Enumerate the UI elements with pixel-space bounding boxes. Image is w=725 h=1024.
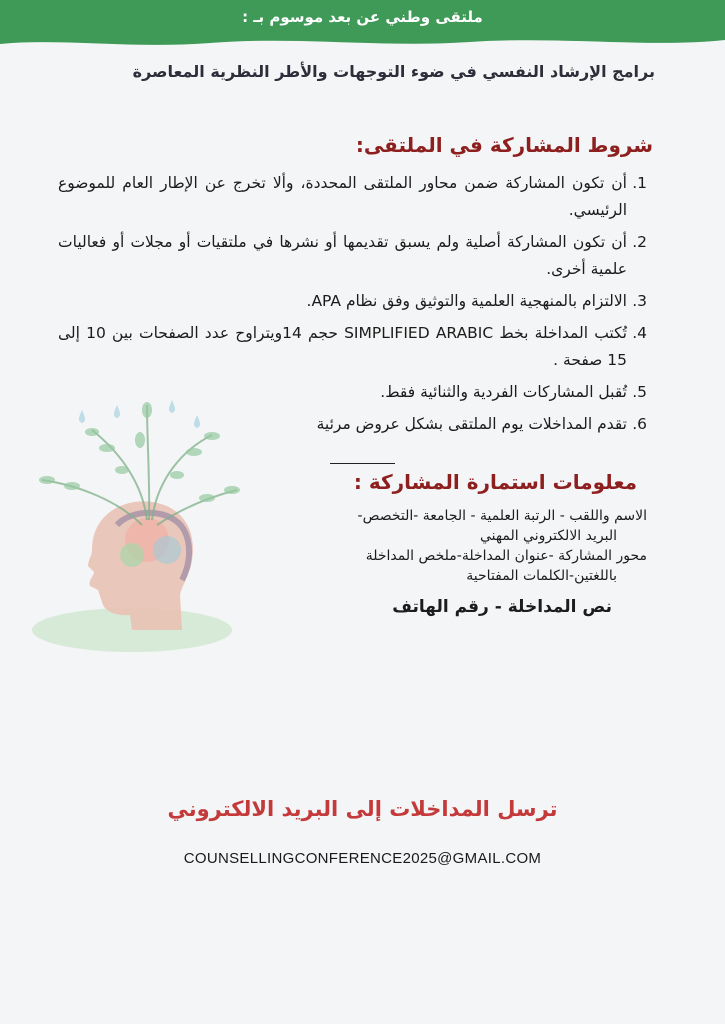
form-info-block [250,506,647,620]
condition-item: 2. أن تكون المشاركة أصلية ولم يسبق تقديمها أو نشرها في ملتقيات أو مجلات أو فعاليات علمية أخرى. [58,233,647,278]
conditions-heading: شروط المشاركة في الملتقى: [355,133,653,157]
form-info-line: الاسم واللقب - الرتبة العلمية - الجامعة -التخصص- [357,508,647,524]
submission-heading: ترسل المداخلات إلى البريد الالكتروني [167,797,558,821]
condition-item: 5. تُقبل المشاركات الفردية والثنائية فقط. [380,383,647,401]
condition-item: 3. الالتزام بالمنهجية العلمية والتوثيق وفق نظام APA. [306,292,647,310]
condition-item: 4. تُكتب المداخلة بخط SIMPLIFIED ARABIC حجم 14ويتراوح عدد الصفحات بين 10 إلى 15 صفحة . [58,324,647,369]
form-info-line: باللغتين-الكلمات المفتاحية [466,568,617,584]
condition-item: 1. أن تكون المشاركة ضمن محاور الملتقى المحددة، وألا تخرج عن الإطار العام للموضوع الرئيسي. [58,174,647,219]
contact-email[interactable]: COUNSELLINGCONFERENCE2025@GMAIL.COM [183,850,542,867]
form-info-line: محور المشاركة -عنوان المداخلة-ملخص المداخلة [365,548,647,564]
banner-title: ملتقى وطني عن بعد موسوم بـ : [242,8,483,26]
header-banner [0,0,725,50]
head-with-plants-icon [22,380,252,664]
conference-subtitle: برامج الإرشاد النفسي في ضوء التوجهات والأطر النظرية المعاصرة [132,62,655,81]
section-divider [330,463,395,464]
condition-item: 6. تقدم المداخلات يوم الملتقى بشكل عروض مرئية [316,415,647,433]
form-info-heading: معلومات استمارة المشاركة : [353,470,637,494]
form-info-line: البريد الالكتروني المهني [480,528,617,544]
form-info-line-bold: نص المداخلة - رقم الهاتف [392,597,612,617]
